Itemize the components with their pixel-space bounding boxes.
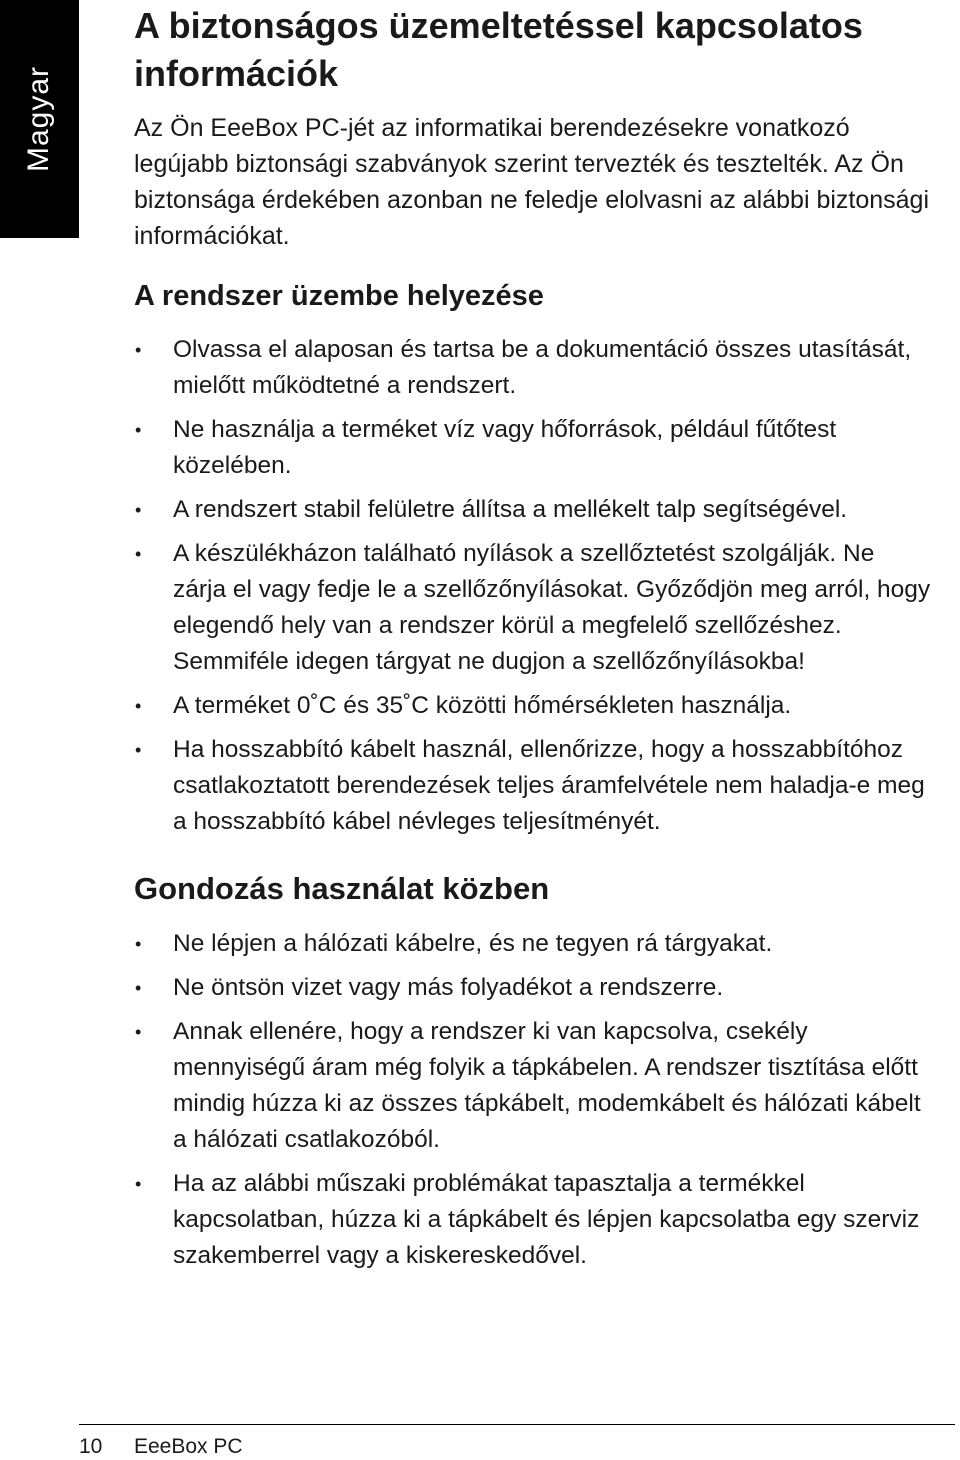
footer-divider [79, 1424, 955, 1425]
list-item: • Ne lépjen a hálózati kábelre, és ne tegyen rá tárgyakat. [134, 926, 934, 962]
language-tab [0, 0, 79, 238]
page-number: 10 [79, 1435, 103, 1458]
language-tab-label: Magyar [22, 65, 56, 173]
section-heading-care: Gondozás használat közben [134, 871, 550, 906]
care-bullet-list [134, 926, 934, 1274]
list-item: • A készülékházon található nyílások a szellőztetést szolgálják. Ne zárja el vagy fedje le a szellőzőnyílásokat. Győződjön meg arról, hogy elegendő hely van a rendszer körül a megfelelő szellőzéshez. Semmiféle idegen tárgyat ne dugjon a szellőzőnyílásokba! [134, 536, 934, 680]
list-item: • Ha hosszabbító kábelt használ, ellenőrizze, hogy a hosszabbítóhoz csatlakoztatott berendezések teljes áramfelvétele nem haladja-e meg a hosszabbító kábel névleges teljesítményét. [134, 732, 934, 840]
list-item: • Ne használja a terméket víz vagy hőforrások, például fűtőtest közelében. [134, 412, 934, 484]
page-title: A biztonságos üzemeltetéssel kapcsolatos információk [134, 5, 863, 94]
list-item: • Ha az alábbi műszaki problémákat tapasztalja a termékkel kapcsolatban, húzza ki a tápkábelt és lépjen kapcsolatba egy szerviz szakemberrel vagy a kiskereskedővel. [134, 1166, 934, 1274]
setup-bullet-list [134, 332, 934, 840]
list-item: • A rendszert stabil felületre állítsa a mellékelt talp segítségével. [134, 492, 934, 528]
list-item: • Annak ellenére, hogy a rendszer ki van kapcsolva, csekély mennyiségű áram még folyik a tápkábelen. A rendszer tisztítása előtt mindig húzza ki az összes tápkábelt, modemkábelt és hálózati kábelt a hálózati csatlakozóból. [134, 1014, 934, 1158]
list-item: • Olvassa el alaposan és tartsa be a dokumentáció összes utasítását, mielőtt működtetné a rendszert. [134, 332, 934, 404]
product-name: EeeBox PC [134, 1435, 243, 1458]
list-item: • Ne öntsön vizet vagy más folyadékot a rendszerre. [134, 970, 934, 1006]
page-footer [79, 1434, 243, 1460]
list-item: • A terméket 0˚C és 35˚C közötti hőmérsékleten használja. [134, 688, 934, 724]
intro-paragraph: Az Ön EeeBox PC-jét az informatikai berendezésekre vonatkozó legújabb biztonsági szabványok szerint tervezték és tesztelték. Az Ön biztonsága érdekében azonban ne feledje elolvasni az alábbi biztonsági információkat. [134, 114, 930, 250]
page-content [134, 0, 934, 1274]
section-heading-setup: A rendszer üzembe helyezése [134, 280, 544, 312]
